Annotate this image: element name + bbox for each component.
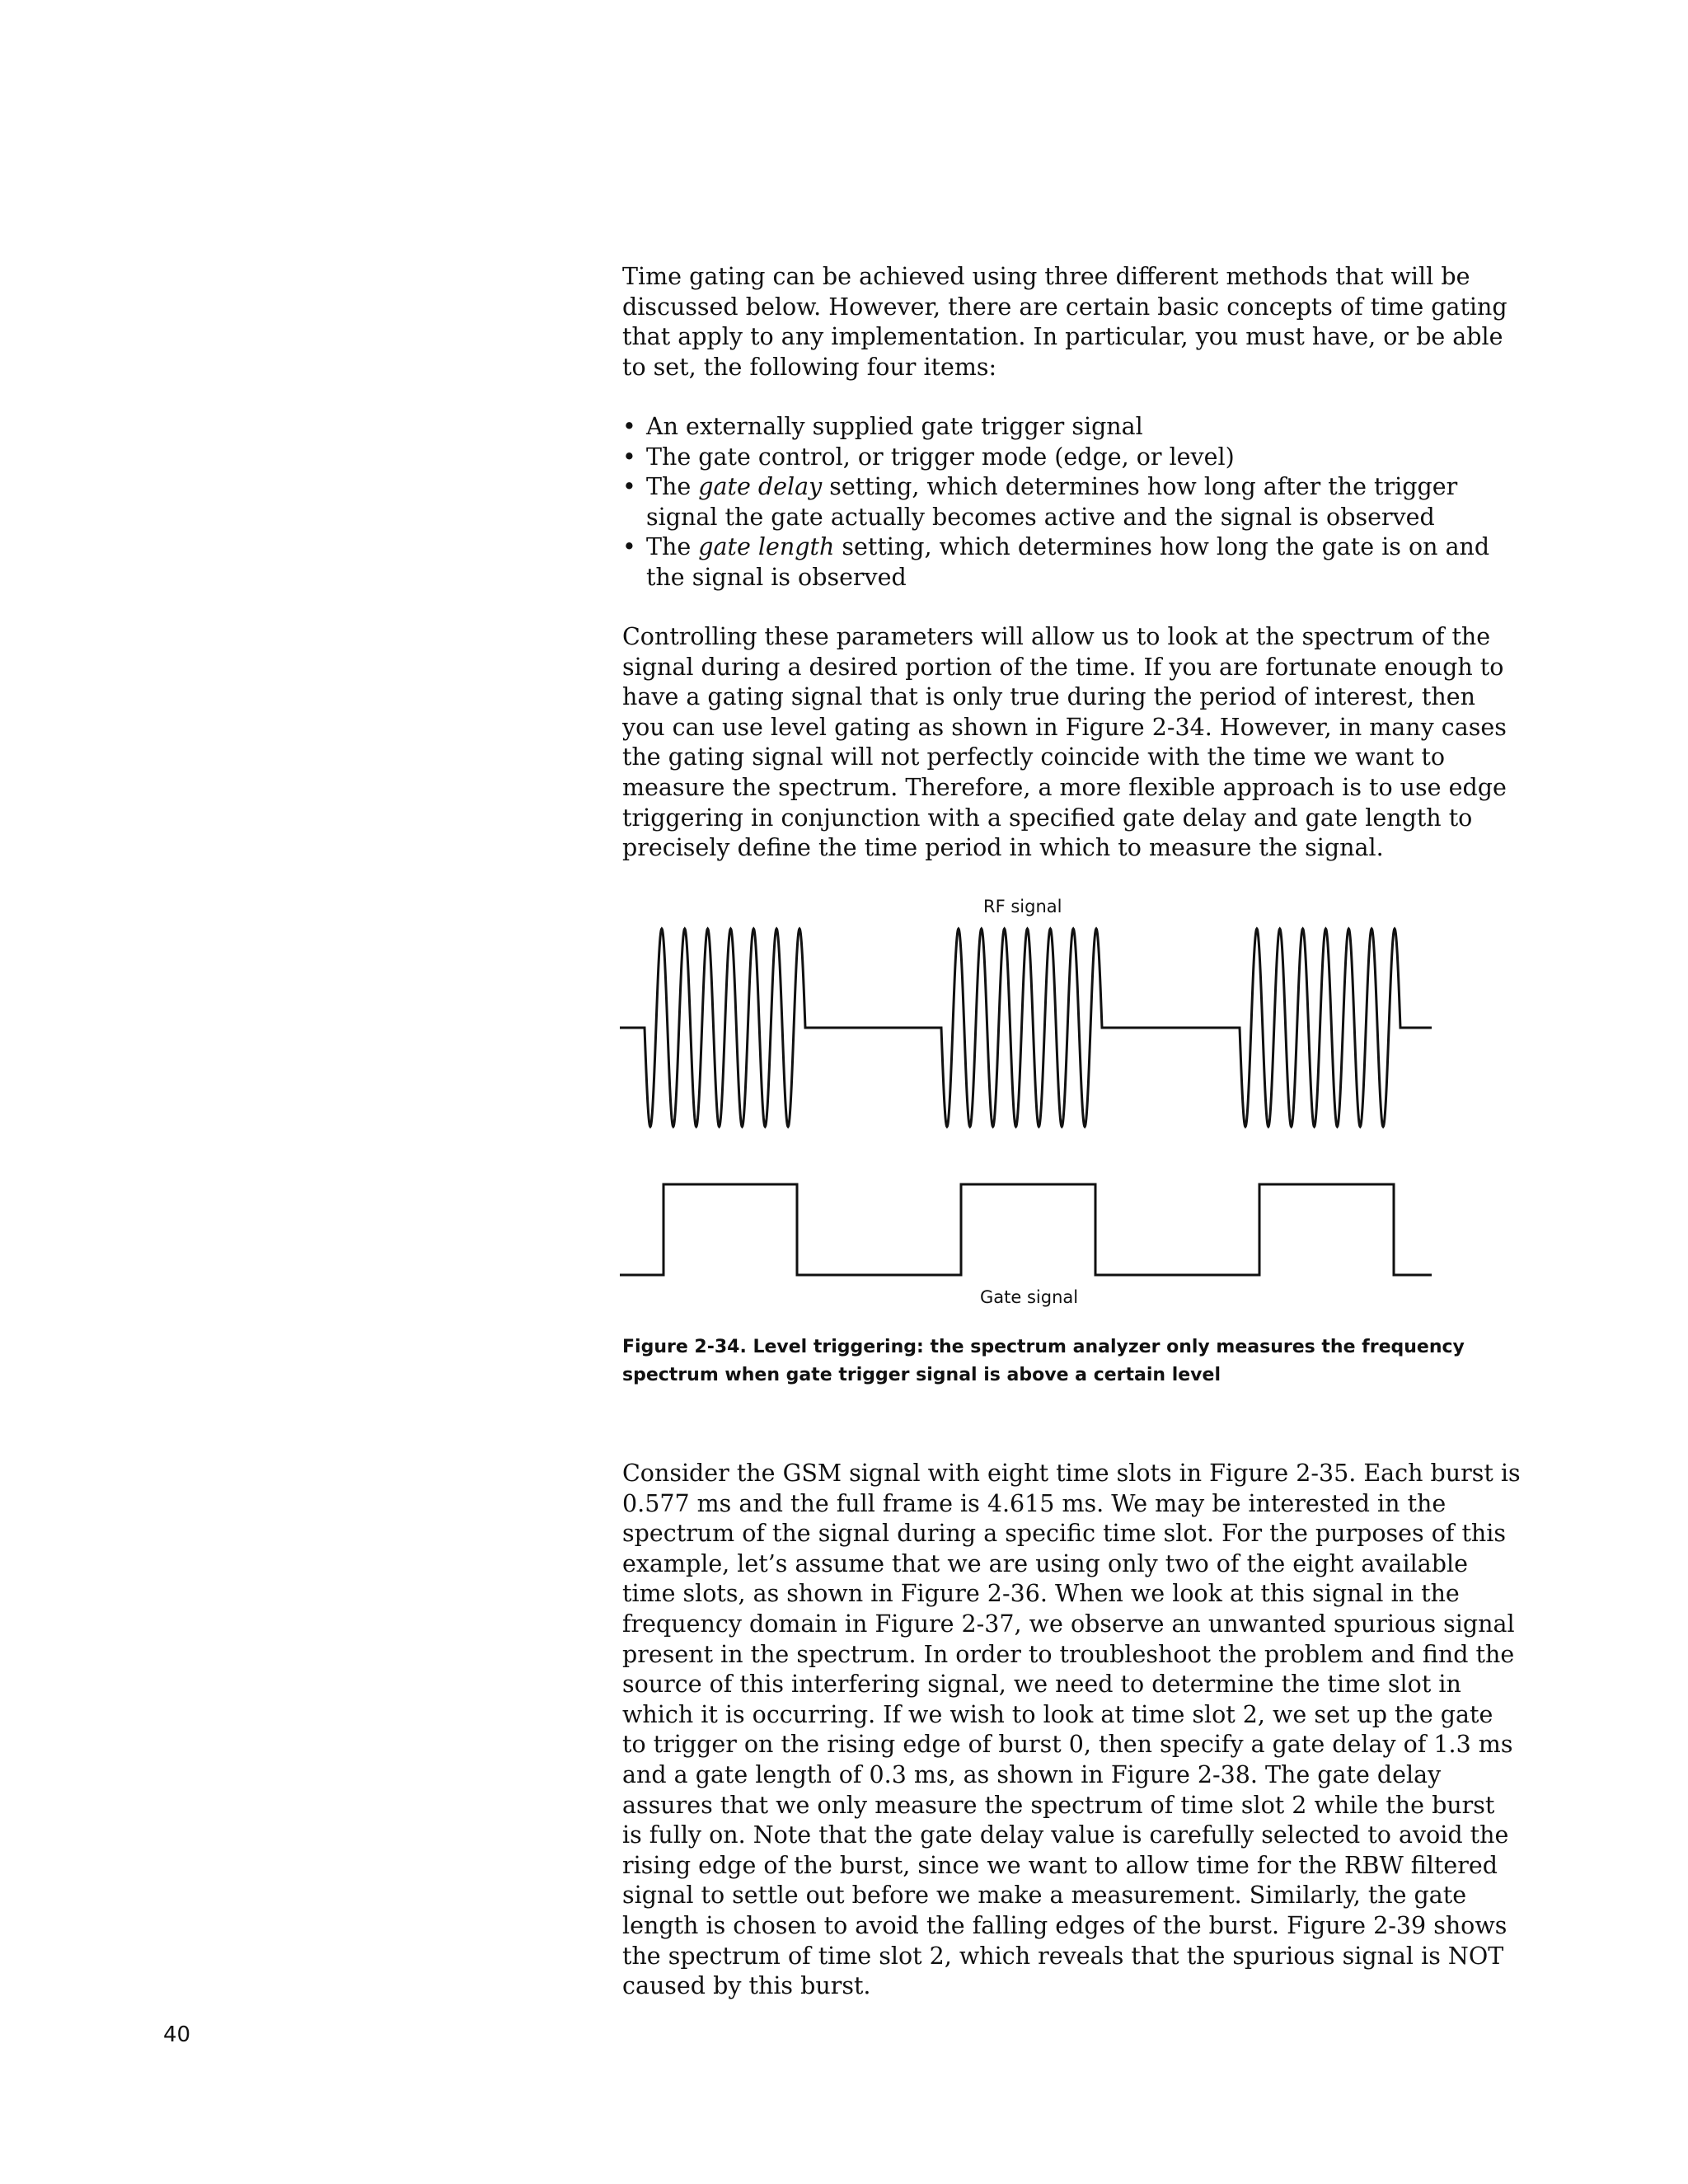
list-item — [622, 532, 1521, 593]
requirements-list — [622, 412, 1521, 593]
list-item-text: The — [646, 533, 699, 561]
list-item-text: The — [646, 473, 699, 501]
rf-signal-waveform — [620, 929, 1432, 1127]
list-item-text-rest: setting, which determines how long after the trigger signal the gate actually becomes active and the signal is observed — [646, 473, 1458, 531]
list-item-text: The gate control, or trigger mode (edge, or level) — [646, 443, 1235, 471]
list-item — [622, 472, 1521, 532]
second-paragraph: Controlling these parameters will allow us to look at the spectrum of the signal during a desired portion of the time. If you are fortunate enough to have a gating signal that is only true during the period of interest, then you can use level gating as shown in Figure 2-34. However, in many cases the gating signal will not perfectly coincide with the time we want to measure the spectrum. Therefore, a more flexible approach is to use edge triggering in conjunction with a specified gate delay and gate length to precisely define the time period in which to measure the signal. — [622, 623, 1507, 862]
gate-signal-waveform — [620, 1184, 1432, 1275]
bullet-icon: • — [622, 533, 636, 561]
intro-paragraph: Time gating can be achieved using three different methods that will be discussed below. However, there are certain basic concepts of time gating that apply to any implementation. In particular, you must have, or be able to set, the following four items: — [622, 263, 1507, 381]
list-item-text: An externally supplied gate trigger signal — [646, 413, 1143, 440]
gate-signal-label: Gate signal — [980, 1287, 1079, 1307]
figure-caption: Figure 2-34. Level triggering: the spectrum analyzer only measures the frequency spectrum when gate trigger signal is above a certain level — [622, 1337, 1465, 1385]
list-item-text-rest: setting, which determines how long the gate is on and the signal is observed — [646, 533, 1490, 591]
list-item-emphasis: gate length — [698, 533, 835, 561]
bullet-icon: • — [622, 413, 636, 440]
bullet-icon: • — [622, 443, 636, 471]
list-item — [622, 443, 1521, 473]
rf-signal-label: RF signal — [983, 897, 1062, 916]
level-triggering-figure — [620, 894, 1440, 1319]
list-item-emphasis: gate delay — [698, 473, 823, 501]
bullet-icon: • — [622, 473, 636, 501]
list-item — [622, 412, 1521, 443]
third-paragraph: Consider the GSM signal with eight time slots in Figure 2-35. Each burst is 0.577 ms and the full frame is 4.615 ms. We may be interested in the spectrum of the signal during a specific time slot. For the purposes of this example, let’s assume that we are using only two of the eight available time slots, as shown in Figure 2-36. When we look at this signal in the frequency domain in Figure 2-37, we observe an unwanted spurious signal present in the spectrum. In order to troubleshoot the problem and find the source of this interfering signal, we need to determine the time slot in which it is occurring. If we wish to look at time slot 2, we set up the gate to trigger on the rising edge of burst 0, then specify a gate delay of 1.3 ms and a gate length of 0.3 ms, as shown in Figure 2-38. The gate delay assures that we only measure the spectrum of time slot 2 while the burst is fully on. Note that the gate delay value is carefully selected to avoid the rising edge of the burst, since we want to allow time for the RBW filtered signal to settle out before we make a measurement. Similarly, the gate length is chosen to avoid the falling edges of the burst. Figure 2-39 shows the spectrum of time slot 2, which reveals that the spurious signal is NOT caused by this burst. — [622, 1460, 1521, 2000]
page-number: 40 — [163, 2022, 191, 2047]
